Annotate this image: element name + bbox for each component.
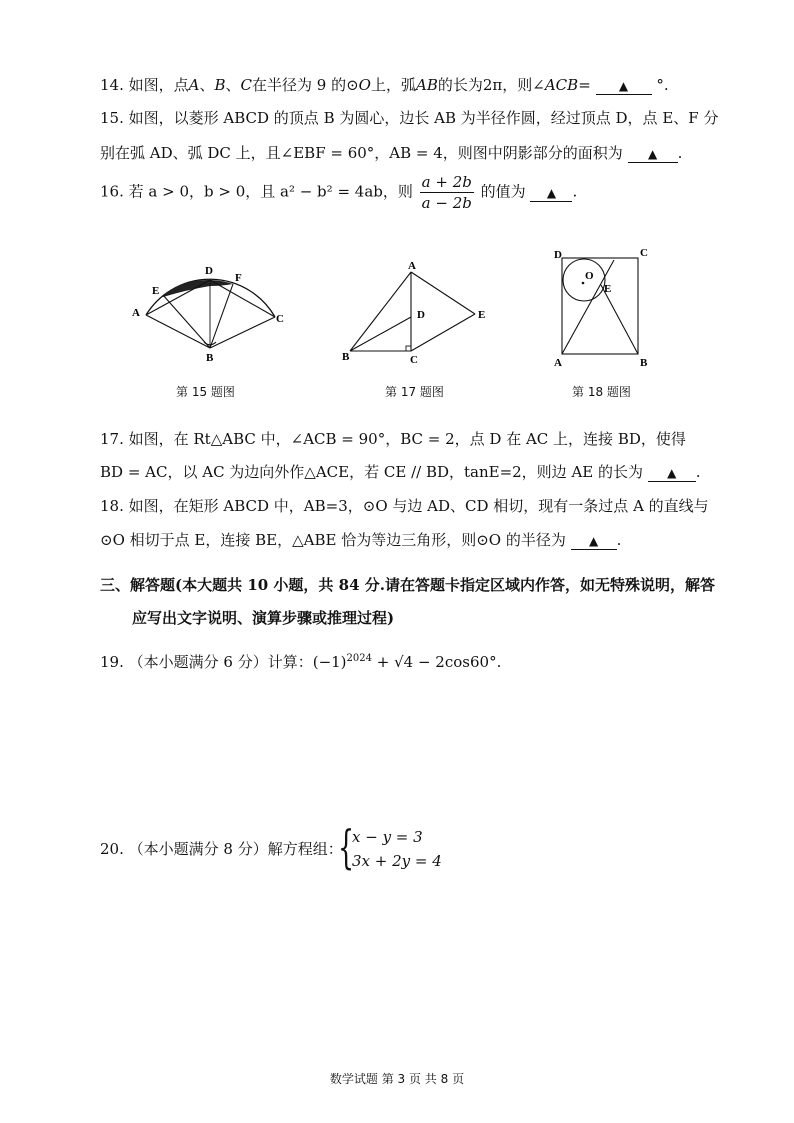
q14-arc-ab: AB [416,76,438,94]
fig17-label-b: B [342,351,350,363]
q18-end: . [616,531,622,549]
figure-18 [548,244,658,369]
question-17-line-1: 17. 如图，在 Rt△ABC 中，∠ACB = 90°，BC = 2，点 D 在 AC 上，连接 BD，使得 [100,430,686,448]
fig18-label-e: E [604,283,612,295]
question-19 [100,648,501,673]
q15-answer-blank: ▲ [628,146,678,163]
q19-exponent: 2024 [346,653,372,664]
fig17-label-c: C [410,354,418,366]
q14-text-b: 在半径为 9 的⊙ [252,76,359,94]
fig15-label-c: C [276,313,284,325]
fig17-line-ae [411,272,475,314]
fig18-label-b: B [640,357,648,369]
fig18-label-a: A [554,357,562,369]
fig17-label-d: D [417,309,425,321]
fig17-label-e: E [478,309,486,321]
q15-end: . [677,144,683,162]
q17-text: BD = AC，以 AC 为边向外作△ACE，若 CE // BD，tanE=2，则边 AE 的长为 [100,463,644,481]
q16-numerator: a + 2b [421,173,472,191]
fig15-label-d: D [205,265,213,277]
question-18-line-1: 18. 如图，在矩形 ABCD 中，AB=3，⊙O 与边 AD、CD 相切，现有一条过点 A 的直线与 [100,497,709,515]
fig15-label-e: E [152,285,160,297]
section-3-heading-line-1: 三、解答题(本大题共 10 小题，共 84 分.请在答题卡指定区域内作答，如无特殊说明，解答 [100,576,715,594]
q14-sep2: 、 [225,76,241,94]
q14-point-b: B [214,76,226,94]
q17-answer-blank: ▲ [648,465,696,482]
q14-point-a: A [188,76,200,94]
q18-answer-blank: ▲ [571,533,617,550]
q16-end: . [572,182,578,201]
figure-17 [340,256,500,366]
figure-15 [130,262,290,362]
question-17-line-2 [100,461,701,483]
q16-text-b: 的值为 [480,182,526,201]
q14-text-d: 的长为2π，则∠ [437,76,545,94]
fig18-label-o: O [585,270,594,282]
fig15-line-be [163,295,210,348]
fig17-line-bd [350,317,411,351]
fig18-rectangle [562,258,638,354]
q14-circle-o: O [358,76,371,94]
q16-denominator: a − 2b [421,194,472,212]
fig15-label-a: A [132,307,140,319]
figure-18-caption: 第 18 题图 [572,385,631,399]
q19-expr-b: + √4 − 2cos60° [372,653,497,671]
q16-answer-blank: ▲ [530,185,572,202]
figure-15-caption: 第 15 题图 [176,385,235,399]
q14-text-a: 14. 如图，点 [100,76,189,94]
q18-text: ⊙O 相切于点 E，连接 BE，△ABE 恰为等边三角形，则⊙O 的半径为 [100,531,566,549]
fig15-side-ab [146,315,210,348]
question-18-line-2 [100,529,621,551]
fig17-label-a: A [408,260,416,272]
q17-end: . [695,463,701,481]
q20-brace: { [338,820,355,874]
section-3-heading-line-2: 应写出文字说明、演算步骤或推理过程) [132,609,395,627]
q14-text-e: = [578,76,591,94]
question-14 [100,74,669,96]
q19-expr-a: (−1) [312,653,347,671]
q14-point-c: C [240,76,253,94]
q15-text: 别在弧 AD、弧 DC 上，且∠EBF = 60°，AB = 4，则图中阴影部分的面积为 [100,144,623,162]
q16-fraction [420,172,474,213]
fig18-label-c: C [640,247,648,259]
q19-text: 19. （本小题满分 6 分）计算： [100,653,313,671]
q16-text-a: 16. 若 a > 0，b > 0，且 a² − b² = 4ab，则 [100,182,413,201]
fig18-label-d: D [554,249,562,261]
question-15-line-1: 15. 如图，以菱形 ABCD 的顶点 B 为圆心，边长 AB 为半径作圆，经过顶点 D，点 E、F 分 [100,109,719,127]
figure-17-caption: 第 17 题图 [385,385,444,399]
q14-angle-acb: ACB [544,76,579,94]
q19-end: . [496,653,502,671]
question-16 [100,172,577,213]
question-15-line-2 [100,142,682,164]
q14-text-c: 上，弧 [370,76,416,94]
fig18-circle [563,259,605,301]
question-20: 20. （本小题满分 8 分）解方程组： [100,840,343,858]
fig15-label-b: B [206,352,214,362]
q14-answer-blank: ▲ [596,78,652,95]
fig17-right-angle [406,346,411,351]
fig15-label-f: F [235,272,242,284]
q14-sep1: 、 [199,76,215,94]
fig17-line-ba [350,272,411,351]
q20-equation-1: x − y = 3 [352,828,423,846]
fig18-line-be [601,285,638,354]
fig18-center-dot [582,282,585,285]
page-footer: 数学试题 第 3 页 共 8 页 [329,1072,465,1086]
q20-equation-2: 3x + 2y = 4 [352,852,442,870]
q14-unit: °. [656,76,669,94]
fig15-side-dc [210,280,275,317]
